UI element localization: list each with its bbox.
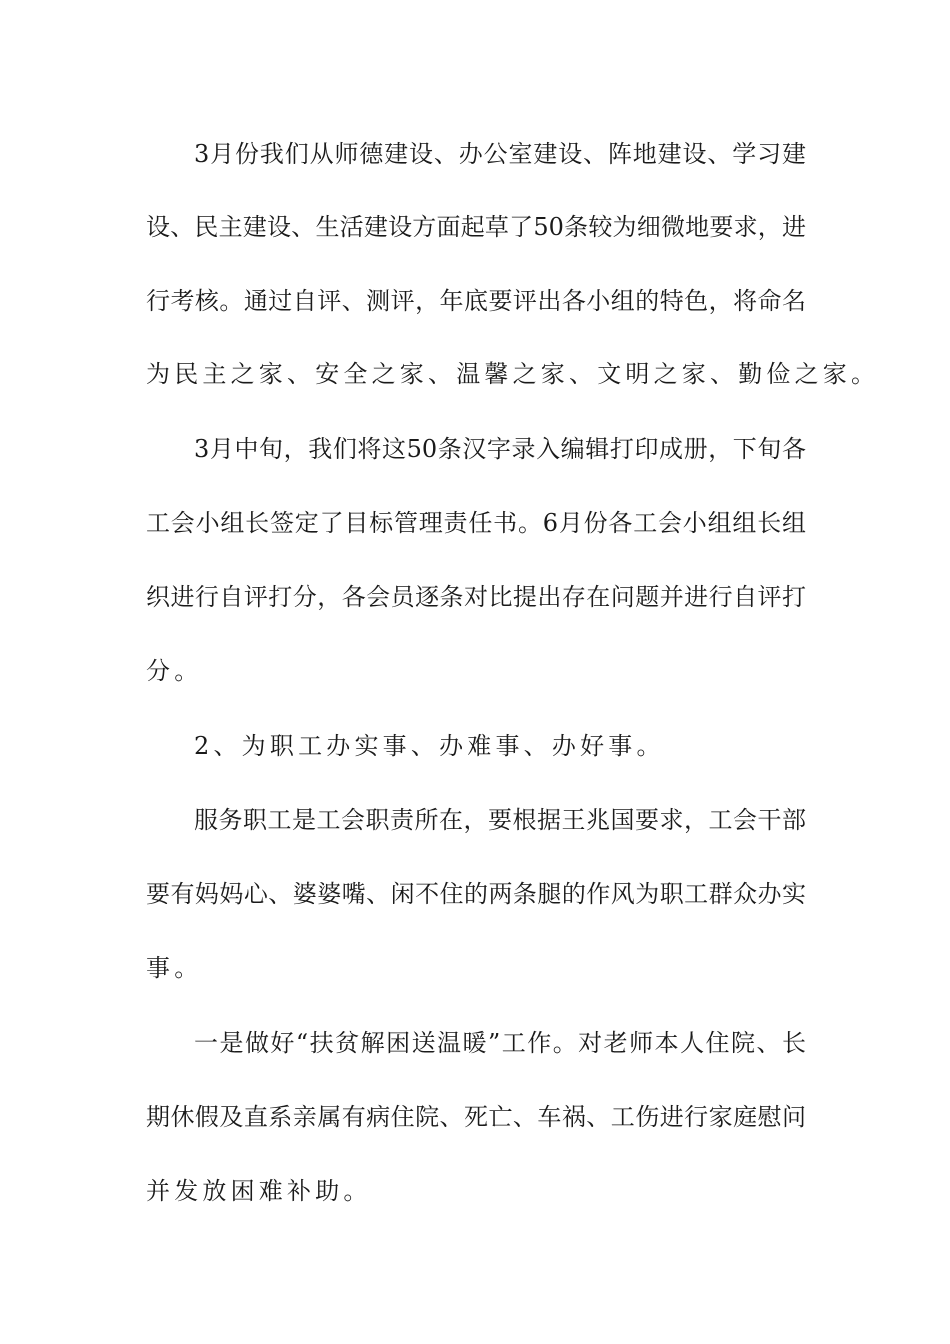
paragraph-4-line-3: 并发放困难补助。	[146, 1177, 372, 1205]
paragraph-2-line-4: 分。	[146, 657, 203, 685]
paragraph-4-line-2: 期休假及直系亲属有病住院、死亡、车祸、工伤进行家庭慰问	[146, 1103, 806, 1131]
paragraph-3-line-3: 事。	[146, 954, 203, 982]
paragraph-4-line-1: 一是做好“扶贫解困送温暖”工作。对老师本人住院、长	[194, 1029, 806, 1057]
section-heading-2: 2、为职工办实事、办难事、办好事。	[194, 732, 665, 760]
paragraph-3-line-2: 要有妈妈心、婆婆嘴、闲不住的两条腿的作风为职工群众办实	[146, 880, 806, 908]
paragraph-1-line-4: 为民主之家、安全之家、温馨之家、文明之家、勤俭之家。	[146, 360, 880, 388]
paragraph-2-line-1: 3月中旬，我们将这50条汉字录入编辑打印成册，下旬各	[194, 435, 806, 463]
paragraph-3-line-1: 服务职工是工会职责所在，要根据王兆国要求，工会干部	[194, 806, 806, 834]
paragraph-1-line-1: 3月份我们从师德建设、办公室建设、阵地建设、学习建	[194, 140, 806, 168]
paragraph-2-line-2: 工会小组长签定了目标管理责任书。6月份各工会小组组长组	[146, 509, 806, 537]
paragraph-2-line-3: 织进行自评打分，各会员逐条对比提出存在问题并进行自评打	[146, 583, 806, 611]
paragraph-1-line-3: 行考核。通过自评、测评，年底要评出各小组的特色，将命名	[146, 287, 806, 315]
paragraph-1-line-2: 设、民主建设、生活建设方面起草了50条较为细微地要求，进	[146, 213, 806, 241]
